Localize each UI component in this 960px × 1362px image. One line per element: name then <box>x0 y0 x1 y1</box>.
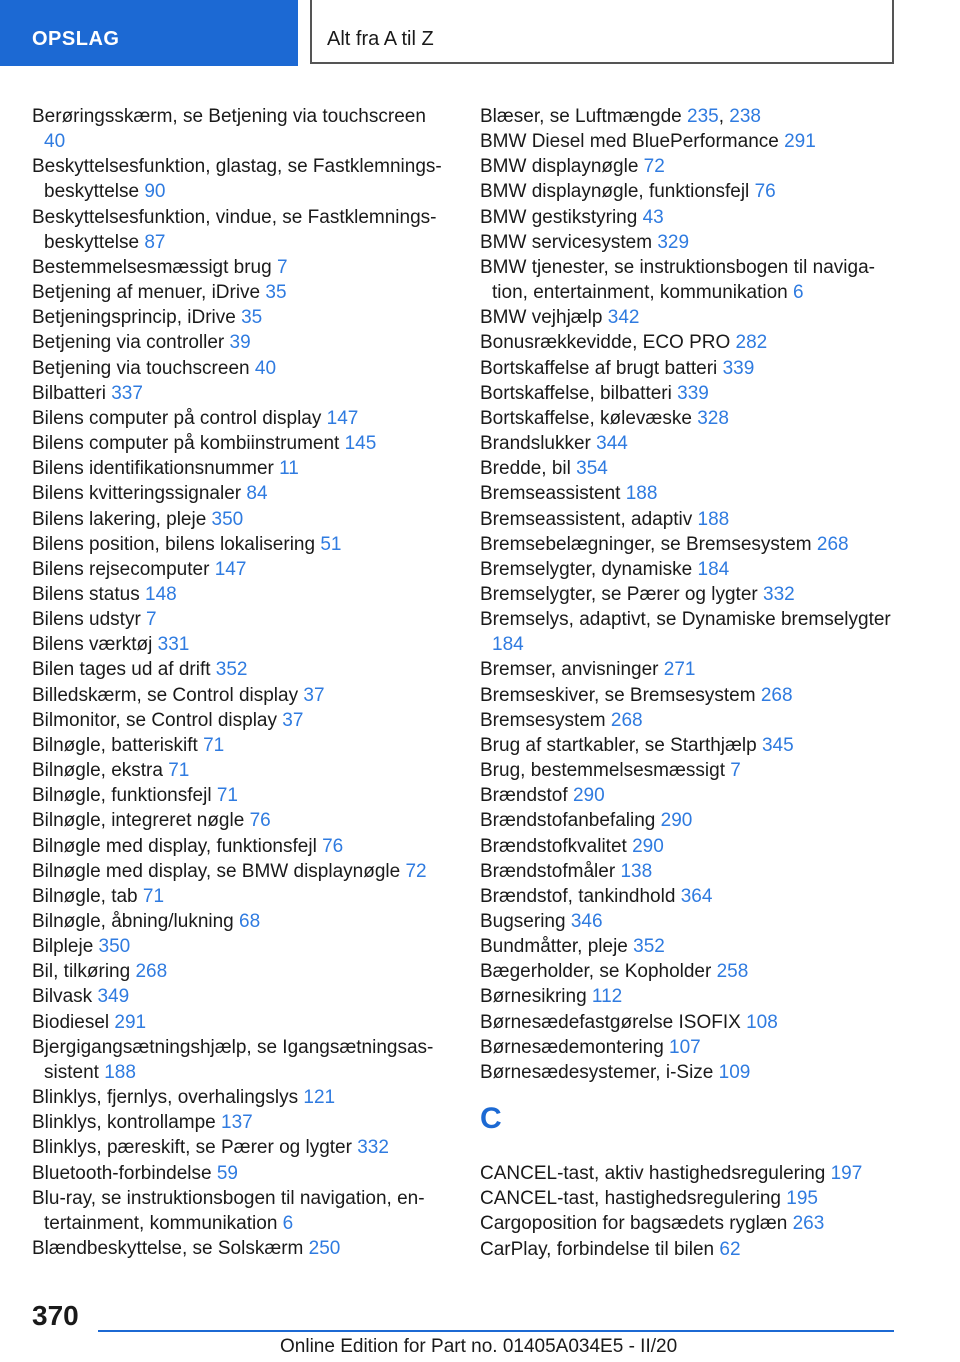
index-entry-text: Børnesædemontering <box>480 1036 670 1058</box>
index-entry <box>480 657 900 682</box>
index-entry <box>480 356 900 381</box>
index-entry-text: Bilnøgle, tab <box>32 885 143 907</box>
chapter-title: Alt fra A til Z <box>327 28 434 50</box>
page-reference-link[interactable]: 352 <box>215 659 248 681</box>
index-entry <box>32 557 452 582</box>
page-reference-link[interactable]: 282 <box>735 332 768 354</box>
index-entry <box>480 205 900 230</box>
chapter-tab <box>310 0 894 64</box>
index-entry-text: Bilens udstyr <box>32 609 147 631</box>
index-entry <box>32 834 452 859</box>
index-entry <box>32 356 452 381</box>
page-reference-link[interactable]: 184 <box>697 558 730 580</box>
page-reference-link[interactable]: 76 <box>322 835 344 857</box>
page-reference-link[interactable]: 268 <box>610 709 643 731</box>
index-entry-text: Biodiesel <box>32 1011 115 1033</box>
index-entry-text: Bilens computer på kombiinstrument <box>32 433 345 455</box>
page-reference-link[interactable]: 71 <box>203 734 225 756</box>
index-entry <box>32 1110 452 1135</box>
index-entry <box>480 1035 900 1060</box>
index-entry <box>480 1060 900 1085</box>
page-reference-link[interactable]: 364 <box>680 885 713 907</box>
index-entry-text: Bremser, anvisninger <box>480 659 664 681</box>
page-reference-link[interactable]: 195 <box>786 1188 818 1210</box>
index-entry <box>480 959 900 984</box>
index-entry-text: Brændstofmåler <box>480 860 621 882</box>
index-entry <box>32 708 452 733</box>
index-entry <box>32 909 452 934</box>
index-column-left <box>32 104 452 1261</box>
index-entry-text: Bremselygter, se Pærer og lygter <box>480 583 763 605</box>
page-reference-link[interactable]: 339 <box>677 382 709 404</box>
page-reference-link[interactable]: 35 <box>265 282 287 304</box>
index-entry <box>480 1010 900 1035</box>
page-reference-link[interactable]: 112 <box>591 986 623 1008</box>
index-entry <box>480 381 900 406</box>
index-entry-text: Børnesikring <box>480 986 592 1008</box>
page-reference-link[interactable]: 137 <box>221 1112 253 1134</box>
page-reference-link[interactable]: 108 <box>746 1011 778 1033</box>
page-reference-link[interactable]: 268 <box>135 961 168 983</box>
index-entry-text: Beskyttelsesfunktion, glastag, se Fastklemningsbeskyttelse <box>32 156 442 203</box>
index-entry-text: Bilbatteri <box>32 382 112 404</box>
index-entry <box>32 1236 452 1261</box>
page-reference-link[interactable]: 263 <box>792 1213 825 1235</box>
index-entry <box>32 1186 452 1236</box>
index-entry <box>480 456 900 481</box>
page-reference-link[interactable]: 344 <box>596 433 628 455</box>
page-reference-link[interactable]: 147 <box>214 558 247 580</box>
index-entry-text: BMW displaynøgle <box>480 156 644 178</box>
page-reference-separator: , <box>718 106 730 127</box>
page-reference-link[interactable]: 6 <box>793 282 804 304</box>
index-entry <box>32 381 452 406</box>
index-entry <box>480 330 900 355</box>
index-entry <box>32 456 452 481</box>
index-entry <box>480 934 900 959</box>
index-entry-text: Betjening af menuer, iDrive <box>32 282 266 304</box>
index-entry-text: Bilen tages ud af drift <box>32 659 216 681</box>
index-entry <box>480 431 900 456</box>
index-entry <box>32 607 452 632</box>
index-entry <box>480 230 900 255</box>
page-reference-link[interactable]: 76 <box>754 181 776 203</box>
index-entry-text: Bilens rejsecomputer <box>32 558 215 580</box>
index-entry <box>32 406 452 431</box>
index-entry-text: Bundmåtter, pleje <box>480 936 634 958</box>
index-entry-text: Bilens værktøj <box>32 634 158 656</box>
page-reference-link[interactable]: 40 <box>44 131 66 153</box>
page-reference-link[interactable]: 354 <box>576 458 608 480</box>
index-entry-text: Blændbeskyttelse, se Solskærm <box>32 1238 309 1260</box>
index-entry-text: Blinklys, fjernlys, overhalingslys <box>32 1087 304 1109</box>
index-entry <box>480 909 900 934</box>
index-entry-text: CarPlay, forbindelse til bilen <box>480 1238 720 1260</box>
page-reference-link[interactable]: 291 <box>114 1011 147 1033</box>
page-number: 370 <box>32 1300 79 1331</box>
index-entry <box>480 305 900 330</box>
page-reference-link[interactable]: 197 <box>830 1163 863 1185</box>
index-entry-text: Brændstofkvalitet <box>480 835 633 857</box>
index-entry-text: BMW tjenester, se instruktionsbogen til navigation, entertainment, kommunikation <box>480 256 875 304</box>
index-entry-text: Bilens position, bilens lokalisering <box>32 533 321 555</box>
index-entry <box>32 1085 452 1110</box>
page-reference-link[interactable]: 184 <box>492 634 524 656</box>
index-entry-text: Bortskaffelse, bilbatteri <box>480 382 678 404</box>
index-entry-text: Brændstof, tankindhold <box>480 885 681 907</box>
page-reference-link[interactable]: 271 <box>663 659 696 681</box>
page-reference-link[interactable]: 291 <box>784 131 816 153</box>
index-entry <box>32 783 452 808</box>
index-entry <box>480 1211 900 1236</box>
page-reference-link[interactable]: 59 <box>216 1162 238 1184</box>
index-entry-text: Bilens identifikationsnummer <box>32 458 280 480</box>
index-entry <box>480 984 900 1009</box>
index-entry <box>32 280 452 305</box>
page-reference-link[interactable]: 235 <box>687 106 719 127</box>
index-entry-text: Børnesædefastgørelse ISOFIX <box>480 1011 747 1033</box>
section-tab <box>0 0 298 66</box>
index-group-b <box>480 104 900 1085</box>
page-reference-link[interactable]: 350 <box>211 508 244 530</box>
index-entry-text: Bilnøgle, åbning/lukning <box>32 911 240 932</box>
page-reference-link[interactable]: 145 <box>344 433 377 455</box>
index-entry <box>480 406 900 431</box>
index-entry-text: Bestemmelsesmæssigt brug <box>32 256 277 278</box>
page-reference-link[interactable]: 121 <box>303 1087 336 1109</box>
index-entry-text: Brug af startkabler, se Starthjælp <box>480 734 762 756</box>
index-entry-text: Bilens kvitteringssignaler <box>32 483 247 505</box>
index-entry <box>32 1135 452 1160</box>
index-entry-text: Bilnøgle med display, funktionsfejl <box>32 835 323 857</box>
index-entry <box>32 733 452 758</box>
page-reference-link[interactable]: 90 <box>144 181 166 203</box>
section-letter-heading: C <box>480 1102 502 1136</box>
index-entry-text: Bilpleje <box>32 936 99 958</box>
index-entry-text: Bilnøgle, batteriskift <box>32 734 204 756</box>
index-entry-text: BMW vejhjælp <box>480 307 608 329</box>
index-entry <box>480 1161 900 1186</box>
index-entry-text: Blu-ray, se instruktionsbogen til navigation, entertainment, kommunikation <box>32 1187 425 1234</box>
page-reference-link[interactable]: 238 <box>729 106 761 127</box>
index-group-c <box>480 1161 900 1262</box>
page-reference-link[interactable]: 250 <box>308 1238 341 1260</box>
index-entry <box>32 154 452 204</box>
page-reference-link[interactable]: 349 <box>97 986 130 1008</box>
index-entry <box>32 205 452 255</box>
page-reference-link[interactable]: 188 <box>697 508 730 530</box>
index-entry <box>480 557 900 582</box>
index-entry <box>32 884 452 909</box>
index-entry-text: Blinklys, kontrollampe <box>32 1112 222 1134</box>
index-entry-text: Beskyttelsesfunktion, vindue, se Fastklemningsbeskyttelse <box>32 206 437 253</box>
index-entry-text: Bjergigangsætningshjælp, se Igangsætningsassistent <box>32 1036 434 1083</box>
index-entry <box>32 1010 452 1035</box>
page-reference-link[interactable]: 87 <box>144 231 166 253</box>
footer-divider <box>98 1330 894 1332</box>
index-entry <box>480 758 900 783</box>
page-reference-link[interactable]: 332 <box>763 583 795 605</box>
section-tab-label: OPSLAG <box>32 28 120 50</box>
page-reference-link[interactable]: 76 <box>249 810 271 832</box>
index-entry-text: Bilens computer på control display <box>32 407 327 429</box>
index-entry <box>480 1186 900 1211</box>
page-reference-link[interactable]: 350 <box>98 936 131 958</box>
index-entry <box>32 859 452 884</box>
page-reference-link[interactable]: 62 <box>719 1238 741 1260</box>
index-entry-text: Bonusrækkevidde, ECO PRO <box>480 332 736 354</box>
index-entry <box>480 255 900 305</box>
page-reference-link[interactable]: 43 <box>642 206 664 228</box>
index-entry <box>32 934 452 959</box>
page-reference-link[interactable]: 188 <box>104 1061 136 1083</box>
page-reference-link[interactable]: 68 <box>239 911 261 932</box>
page-reference-link[interactable]: 6 <box>282 1212 294 1234</box>
index-entry <box>480 1237 900 1262</box>
index-entry <box>32 507 452 532</box>
index-entry <box>480 607 900 657</box>
index-entry-text: BMW servicesystem <box>480 231 658 253</box>
page-reference-link[interactable]: 331 <box>157 634 190 656</box>
index-entry-text: Bremsesystem <box>480 709 611 731</box>
index-entry <box>32 657 452 682</box>
index-entry <box>480 507 900 532</box>
page-reference-link[interactable]: 328 <box>697 407 729 429</box>
page-reference-link[interactable]: 37 <box>282 709 304 731</box>
index-entry-text: BMW gestikstyring <box>480 206 643 228</box>
index-entry <box>480 129 900 154</box>
page-reference-link[interactable]: 7 <box>146 609 157 631</box>
page-reference-link[interactable]: 107 <box>669 1036 701 1058</box>
index-entry <box>480 532 900 557</box>
index-entry <box>480 683 900 708</box>
index-entry-text: Berøringsskærm, se Betjening via touchscreen <box>32 106 426 127</box>
index-entry <box>480 582 900 607</box>
page-reference-link[interactable]: 72 <box>405 860 427 882</box>
index-entry <box>480 733 900 758</box>
index-entry <box>480 154 900 179</box>
page-reference-link[interactable]: 72 <box>643 156 665 178</box>
index-entry <box>32 431 452 456</box>
index-entry <box>32 683 452 708</box>
index-entry-text: Brændstofanbefaling <box>480 810 661 832</box>
index-entry <box>32 305 452 330</box>
page-reference-link[interactable]: 84 <box>246 483 268 505</box>
page-header <box>0 0 960 66</box>
index-entry-text: Bortskaffelse, kølevæske <box>480 407 698 429</box>
index-entry-text: CANCEL-tast, hastighedsregulering <box>480 1188 787 1210</box>
index-entry <box>480 884 900 909</box>
index-entry <box>480 481 900 506</box>
page-reference-link[interactable]: 51 <box>320 533 342 555</box>
page-reference-link[interactable]: 147 <box>326 407 359 429</box>
index-entry-text: Betjening via controller <box>32 332 230 354</box>
index-entry-text: Bilnøgle, integreret nøgle <box>32 810 250 832</box>
index-entry <box>32 255 452 280</box>
index-entry-text: Billedskærm, se Control display <box>32 684 304 706</box>
page-reference-link[interactable]: 290 <box>572 785 605 807</box>
index-entry-text: Betjening via touchscreen <box>32 357 255 379</box>
page-reference-link[interactable]: 7 <box>730 760 741 782</box>
page-reference-link[interactable]: 7 <box>276 256 288 278</box>
index-entry <box>32 808 452 833</box>
page-reference-link[interactable]: 148 <box>145 583 177 605</box>
page-reference-link[interactable]: 188 <box>625 483 658 505</box>
index-entry-text: Bremseskiver, se Bremsesystem <box>480 684 761 706</box>
page-reference-link[interactable]: 268 <box>760 684 793 706</box>
index-entry <box>32 1161 452 1186</box>
index-column-right <box>480 104 900 1262</box>
page-reference-link[interactable]: 71 <box>142 885 165 907</box>
index-entry <box>32 632 452 657</box>
index-entry <box>32 481 452 506</box>
page-reference-link[interactable]: 345 <box>761 734 794 756</box>
index-entry <box>32 330 452 355</box>
page-reference-link[interactable]: 138 <box>620 860 653 882</box>
page-reference-link[interactable]: 11 <box>279 458 299 480</box>
index-entry-text: Bremseassistent, adaptiv <box>480 508 698 530</box>
index-entry <box>480 708 900 733</box>
page-reference-link[interactable]: 352 <box>633 936 665 958</box>
page-reference-link[interactable]: 35 <box>241 307 263 329</box>
index-entry <box>480 179 900 204</box>
index-entry-text: Bluetooth-forbindelse <box>32 1162 217 1184</box>
index-entry-text: Cargoposition for bagsædets ryglæn <box>480 1213 793 1235</box>
index-entry-text: Blinklys, pæreskift, se Pærer og lygter <box>32 1137 358 1159</box>
index-entry-text: Betjeningsprincip, iDrive <box>32 307 242 329</box>
index-entry-text: Bugsering <box>480 911 571 932</box>
page-reference-link[interactable]: 332 <box>357 1137 389 1159</box>
page-reference-link[interactable]: 339 <box>722 357 755 379</box>
index-entry-text: Bægerholder, se Kopholder <box>480 961 717 983</box>
index-entry-text: Bremselys, adaptivt, se Dynamiske bremselygter <box>480 609 891 631</box>
index-entry <box>32 984 452 1009</box>
index-entry-text: Brandslukker <box>480 433 597 455</box>
index-entry <box>32 1035 452 1085</box>
page-reference-link[interactable]: 337 <box>111 382 143 404</box>
index-entry-text: Bremsebelægninger, se Bremsesystem <box>480 533 817 555</box>
index-entry <box>480 783 900 808</box>
index-entry-text: Bremselygter, dynamiske <box>480 558 698 580</box>
page-reference-link[interactable]: 109 <box>718 1061 751 1083</box>
index-entry-text: Bilens status <box>32 583 145 605</box>
index-entry <box>32 104 452 154</box>
page-reference-link[interactable]: 290 <box>660 810 693 832</box>
index-entry-text: Børnesædesystemer, i-Size <box>480 1061 719 1083</box>
page-reference-link[interactable]: 342 <box>607 307 640 329</box>
index-entry-text: Bilnøgle, funktionsfejl <box>32 785 217 807</box>
page-reference-link[interactable]: 40 <box>254 357 277 379</box>
index-entry-text: Bremseassistent <box>480 483 626 505</box>
page-reference-link[interactable]: 71 <box>168 760 190 782</box>
index-entry-text: Blæser, se Luftmængde <box>480 106 687 127</box>
index-entry-text: Bilvask <box>32 986 98 1008</box>
page-reference-link[interactable]: 346 <box>570 911 603 932</box>
page-reference-link[interactable]: 268 <box>816 533 849 555</box>
page-reference-link[interactable]: 37 <box>303 684 325 706</box>
index-entry <box>32 758 452 783</box>
index-entry-text: Brug, bestemmelsesmæssigt <box>480 760 731 782</box>
index-entry <box>480 104 900 129</box>
index-entry-text: Bilnøgle, ekstra <box>32 760 169 782</box>
index-entry <box>32 582 452 607</box>
page-reference-link[interactable]: 39 <box>229 332 251 354</box>
index-entry <box>32 959 452 984</box>
index-entry-text: Brændstof <box>480 785 573 807</box>
page-reference-link[interactable]: 71 <box>216 785 238 807</box>
index-entry <box>480 808 900 833</box>
index-entry-text: Bilens lakering, pleje <box>32 508 212 530</box>
index-entry-text: BMW Diesel med BluePerformance <box>480 131 785 153</box>
edition-text: Online Edition for Part no. 01405A034E5 - II/20 <box>280 1336 678 1357</box>
index-entry-text: Bortskaffelse af brugt batteri <box>480 357 723 379</box>
page-reference-link[interactable]: 329 <box>657 231 690 253</box>
index-entry-text: Bil, tilkøring <box>32 961 136 983</box>
index-entry-text: Bredde, bil <box>480 458 577 480</box>
index-entry-text: Bilmonitor, se Control display <box>32 709 283 731</box>
index-entry <box>480 859 900 884</box>
page-reference-link[interactable]: 290 <box>632 835 664 857</box>
index-entry <box>32 532 452 557</box>
index-entry-text: BMW displaynøgle, funktionsfejl <box>480 181 755 203</box>
index-entry <box>480 834 900 859</box>
index-entry-text: CANCEL-tast, aktiv hastighedsregulering <box>480 1163 831 1185</box>
index-entry-text: Bilnøgle med display, se BMW displaynøgle <box>32 860 406 882</box>
page-reference-link[interactable]: 258 <box>716 961 749 983</box>
